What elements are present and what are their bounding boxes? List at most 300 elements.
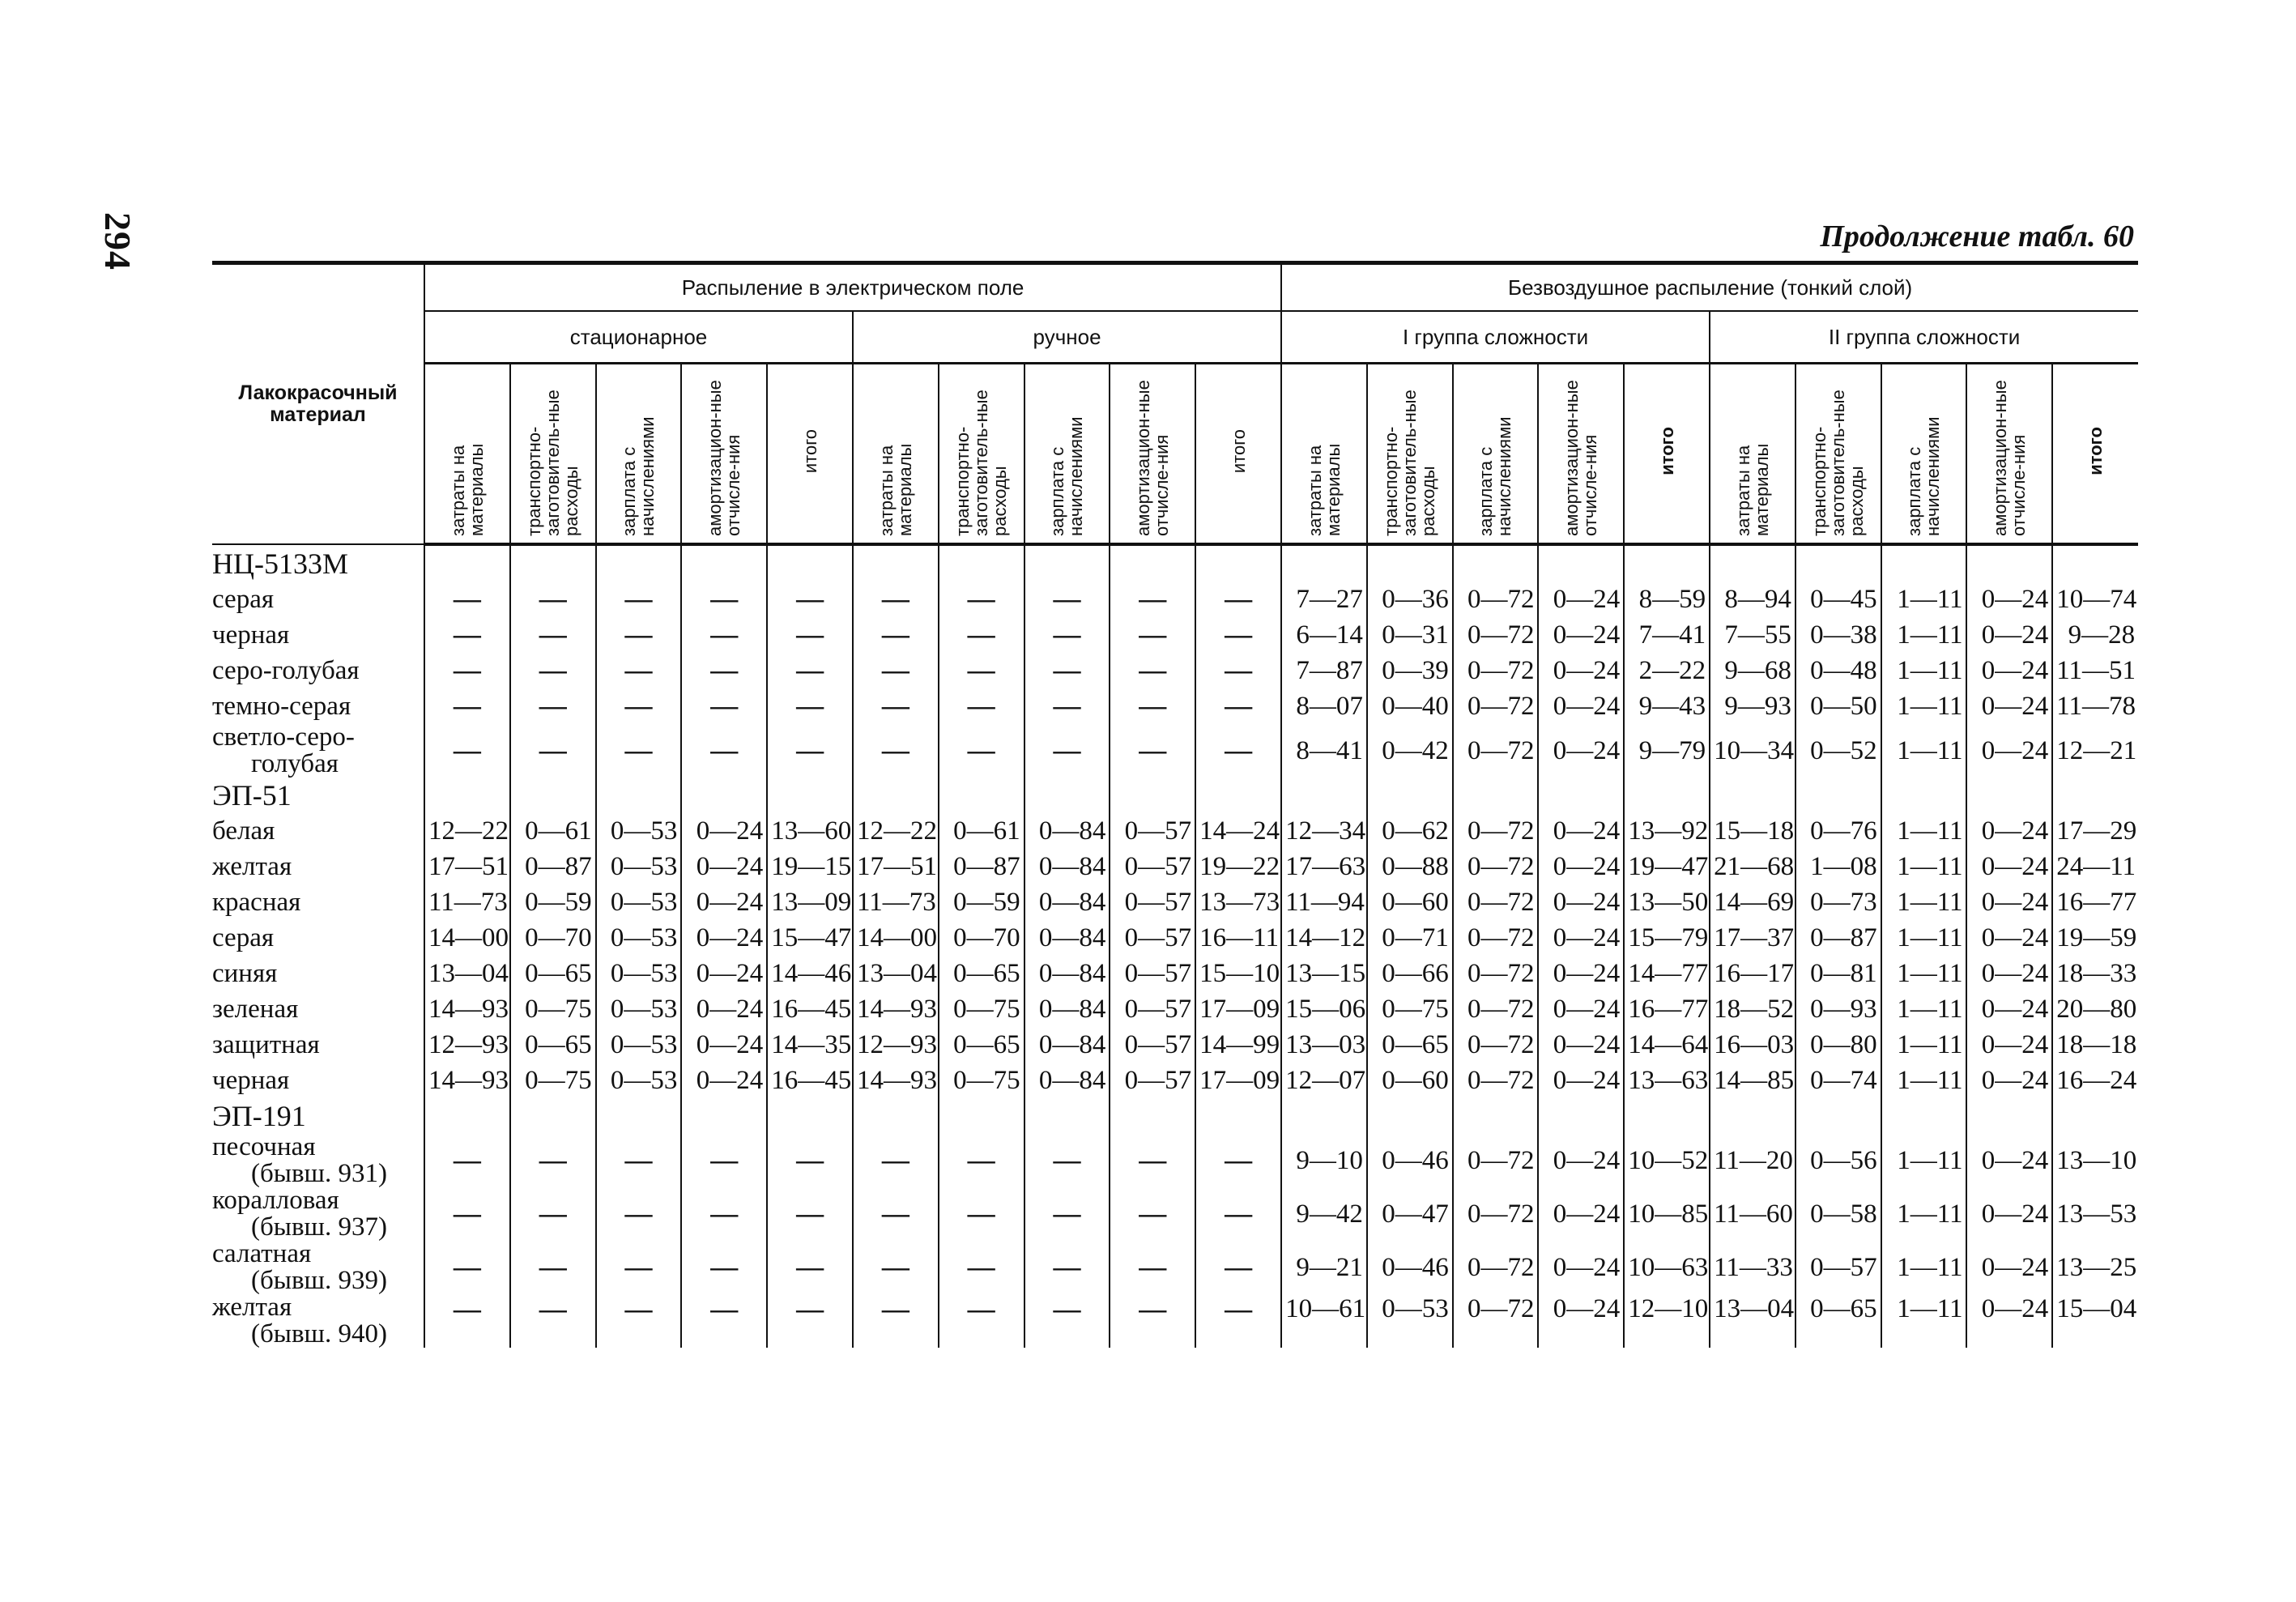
table-cell: 0—59 <box>510 884 596 920</box>
table-cell: — <box>596 1134 682 1187</box>
table-cell <box>424 1098 510 1134</box>
table-cell: — <box>424 1294 510 1348</box>
column-header-label: амортизацион-ные отчисле-ния <box>1561 380 1601 537</box>
table-cell: — <box>767 582 853 617</box>
table-cell: 9—21 <box>1281 1241 1367 1294</box>
table-cell: 0—24 <box>1538 1294 1624 1348</box>
table-cell: — <box>681 1134 767 1187</box>
column-header <box>424 364 510 545</box>
table-cell: — <box>1024 688 1110 724</box>
table-cell: — <box>510 1134 596 1187</box>
table-cell: — <box>1195 582 1281 617</box>
table-cell: 17—51 <box>424 849 510 884</box>
material-name <box>212 884 424 920</box>
table-cell <box>510 544 596 582</box>
table-cell: 0—65 <box>1367 1027 1453 1063</box>
table-cell: 0—73 <box>1795 884 1881 920</box>
table-cell: — <box>1195 1241 1281 1294</box>
material-name <box>212 920 424 956</box>
table-cell: 14—93 <box>853 1063 939 1098</box>
table-cell: 10—85 <box>1624 1187 1710 1241</box>
table-cell: — <box>1024 617 1110 653</box>
table-cell: 2—22 <box>1624 653 1710 688</box>
table-cell: 1—11 <box>1881 991 1967 1027</box>
table-row <box>212 1187 2138 1241</box>
table-cell: 14—12 <box>1281 920 1367 956</box>
table-cell: 0—53 <box>596 1027 682 1063</box>
table-cell <box>681 1098 767 1134</box>
column-header-label: затраты на материалы <box>1304 443 1344 537</box>
table-cell: — <box>853 653 939 688</box>
table-cell: 0—24 <box>1538 1027 1624 1063</box>
column-header-label: итого <box>1656 427 1677 476</box>
table-row <box>212 653 2138 688</box>
material-name-text: желтая <box>212 1293 292 1322</box>
table-cell: 13—63 <box>1624 1063 1710 1098</box>
table-cell <box>1881 544 1967 582</box>
column-header-label: зарплата с начислениями <box>1476 416 1515 537</box>
table-cell: 0—72 <box>1453 653 1539 688</box>
table-cell: 16—03 <box>1710 1027 1795 1063</box>
table-cell: 8—94 <box>1710 582 1795 617</box>
table-cell: — <box>767 617 853 653</box>
table-cell: — <box>1024 582 1110 617</box>
table-cell: 10—52 <box>1624 1134 1710 1187</box>
table-cell: 0—42 <box>1367 724 1453 778</box>
table-cell: 0—62 <box>1367 813 1453 849</box>
table-cell <box>1966 1098 2052 1134</box>
table-cell: 0—80 <box>1795 1027 1881 1063</box>
table-cell: 0—31 <box>1367 617 1453 653</box>
table-cell: 0—24 <box>1538 724 1624 778</box>
table-cell: 11—60 <box>1710 1187 1795 1241</box>
group-row <box>212 544 2138 582</box>
table-cell <box>1624 778 1710 813</box>
table-cell: 16—17 <box>1710 956 1795 991</box>
table-cell: 0—50 <box>1795 688 1881 724</box>
table-cell: 0—72 <box>1453 1134 1539 1187</box>
table-cell: 0—24 <box>1538 582 1624 617</box>
table-cell <box>853 778 939 813</box>
table-cell: 0—24 <box>1966 653 2052 688</box>
table-cell: 13—04 <box>853 956 939 991</box>
table-cell: 7—41 <box>1624 617 1710 653</box>
table-cell: 1—11 <box>1881 724 1967 778</box>
table-cell: 14—85 <box>1710 1063 1795 1098</box>
table-cell <box>767 544 853 582</box>
table-cell: 0—60 <box>1367 884 1453 920</box>
table-cell: — <box>767 653 853 688</box>
column-header-label: затраты на материалы <box>875 443 915 537</box>
table-cell: 0—72 <box>1453 582 1539 617</box>
table-cell <box>853 544 939 582</box>
table-cell: — <box>1024 1187 1110 1241</box>
table-cell <box>596 778 682 813</box>
table-cell: — <box>1110 653 1195 688</box>
table-cell <box>1453 1098 1539 1134</box>
table-cell: 14—93 <box>424 991 510 1027</box>
table-cell: 0—59 <box>939 884 1024 920</box>
table-cell <box>1110 1098 1195 1134</box>
table-cell: 12—22 <box>853 813 939 849</box>
table-cell: 17—51 <box>853 849 939 884</box>
table-cell <box>1453 778 1539 813</box>
table-cell: — <box>767 1294 853 1348</box>
table-cell: — <box>1110 1241 1195 1294</box>
table-cell <box>2052 778 2138 813</box>
table-cell: 16—77 <box>1624 991 1710 1027</box>
table-cell <box>1195 544 1281 582</box>
column-header <box>681 364 767 545</box>
table-cell: — <box>510 688 596 724</box>
table-cell: 12—93 <box>853 1027 939 1063</box>
table-row <box>212 884 2138 920</box>
table-cell: 0—72 <box>1453 849 1539 884</box>
table-cell: 19—47 <box>1624 849 1710 884</box>
material-name-text: серо-голубая <box>212 655 360 685</box>
table-cell: 0—65 <box>1795 1294 1881 1348</box>
material-column-header: Лакокрасочный материал <box>212 263 424 545</box>
table-row <box>212 1063 2138 1098</box>
table-cell <box>1110 778 1195 813</box>
table-cell: — <box>1024 1294 1110 1348</box>
table-cell: 0—24 <box>1966 688 2052 724</box>
table-cell: 0—24 <box>1538 813 1624 849</box>
table-cell: 13—53 <box>2052 1187 2138 1241</box>
table-cell: 0—84 <box>1024 1063 1110 1098</box>
table-cell: — <box>681 582 767 617</box>
column-header <box>1281 364 1367 545</box>
table-body <box>212 544 2138 1348</box>
table-cell: 13—50 <box>1624 884 1710 920</box>
table-cell: 13—73 <box>1195 884 1281 920</box>
table-cell: 0—48 <box>1795 653 1881 688</box>
table-cell <box>681 544 767 582</box>
table-cell <box>1195 1098 1281 1134</box>
table-cell: 0—72 <box>1453 920 1539 956</box>
table-cell: — <box>939 617 1024 653</box>
table-cell: 0—56 <box>1795 1134 1881 1187</box>
group-row <box>212 778 2138 813</box>
table-cell: 13—92 <box>1624 813 1710 849</box>
table-cell: — <box>681 1241 767 1294</box>
table-cell: 0—24 <box>681 849 767 884</box>
table-cell: — <box>510 1294 596 1348</box>
table-cell: 0—24 <box>1966 1027 2052 1063</box>
table-cell <box>424 778 510 813</box>
column-header-label: амортизацион-ные отчисле-ния <box>705 380 744 537</box>
table-cell: 9—79 <box>1624 724 1710 778</box>
table-cell: 13—15 <box>1281 956 1367 991</box>
column-header <box>939 364 1024 545</box>
table-cell: 15—10 <box>1195 956 1281 991</box>
table-cell: 0—72 <box>1453 991 1539 1027</box>
table-cell <box>767 778 853 813</box>
table-cell: 19—59 <box>2052 920 2138 956</box>
table-cell: 0—72 <box>1453 1294 1539 1348</box>
table-cell: — <box>767 724 853 778</box>
table-cell: 0—53 <box>596 1063 682 1098</box>
table-row <box>212 849 2138 884</box>
table-cell <box>939 1098 1024 1134</box>
material-group-name <box>212 544 424 582</box>
table-cell: 13—04 <box>1710 1294 1795 1348</box>
table-cell: — <box>853 1241 939 1294</box>
table-cell: — <box>1110 1134 1195 1187</box>
table-cell: 0—75 <box>510 991 596 1027</box>
table-cell: — <box>681 653 767 688</box>
table-cell: 0—39 <box>1367 653 1453 688</box>
table-cell: 14—69 <box>1710 884 1795 920</box>
table-cell: 0—36 <box>1367 582 1453 617</box>
table-cell: 11—33 <box>1710 1241 1795 1294</box>
table-cell: — <box>1195 653 1281 688</box>
column-header-label: транспортно-заготовитель-ные расходы <box>952 390 1011 537</box>
column-header-label: зарплата с начислениями <box>1904 416 1944 537</box>
table-cell: 15—04 <box>2052 1294 2138 1348</box>
table-cell: 21—68 <box>1710 849 1795 884</box>
table-cell: — <box>1110 688 1195 724</box>
table-cell: — <box>510 617 596 653</box>
table-cell: 0—70 <box>510 920 596 956</box>
table-cell: 18—52 <box>1710 991 1795 1027</box>
table-cell: 0—24 <box>681 991 767 1027</box>
material-name <box>212 849 424 884</box>
material-name-text: черная <box>212 1065 290 1095</box>
table-cell <box>510 778 596 813</box>
table-cell <box>1024 1098 1110 1134</box>
table-cell: 0—46 <box>1367 1241 1453 1294</box>
table-cell: 7—27 <box>1281 582 1367 617</box>
table-cell: 1—11 <box>1881 1241 1967 1294</box>
column-header-label: итого <box>2085 427 2106 476</box>
table-cell: — <box>510 1187 596 1241</box>
table-cell: 18—33 <box>2052 956 2138 991</box>
table-cell: 0—47 <box>1367 1187 1453 1241</box>
table-cell: — <box>510 724 596 778</box>
table-cell: — <box>767 1241 853 1294</box>
material-group-name <box>212 1098 424 1134</box>
table-cell: 0—24 <box>1966 920 2052 956</box>
column-header <box>1881 364 1967 545</box>
table-cell <box>1966 778 2052 813</box>
table-cell <box>1110 544 1195 582</box>
table-cell: 0—72 <box>1453 813 1539 849</box>
table-cell: 0—24 <box>1538 920 1624 956</box>
table-cell: 1—11 <box>1881 920 1967 956</box>
table-cell: 0—57 <box>1110 884 1195 920</box>
material-name-text: серая <box>212 584 275 614</box>
column-header <box>767 364 853 545</box>
column-header <box>1024 364 1110 545</box>
table-cell: 0—81 <box>1795 956 1881 991</box>
table-cell: 0—71 <box>1367 920 1453 956</box>
complexity-group-2-header: II группа сложности <box>1710 311 2138 364</box>
table-cell: 0—24 <box>681 956 767 991</box>
column-header <box>1367 364 1453 545</box>
cost-table <box>212 261 2138 1348</box>
table-cell: 17—09 <box>1195 991 1281 1027</box>
table-cell: — <box>596 1294 682 1348</box>
table-cell: 0—40 <box>1367 688 1453 724</box>
material-name-text: зеленая <box>212 994 299 1024</box>
table-cell: — <box>681 688 767 724</box>
table-cell: 1—11 <box>1881 813 1967 849</box>
table-cell: 0—84 <box>1024 920 1110 956</box>
table-cell: 12—22 <box>424 813 510 849</box>
table-cell: 0—60 <box>1367 1063 1453 1098</box>
table-cell: — <box>424 1241 510 1294</box>
table-cell: 0—74 <box>1795 1063 1881 1098</box>
table-cell: 0—24 <box>681 1027 767 1063</box>
table-cell: 0—76 <box>1795 813 1881 849</box>
table-cell: 14—00 <box>424 920 510 956</box>
table-cell: 24—11 <box>2052 849 2138 884</box>
table-cell: 0—72 <box>1453 956 1539 991</box>
table-cell <box>1367 778 1453 813</box>
table-cell: 0—24 <box>1538 688 1624 724</box>
table-cell: — <box>596 688 682 724</box>
table-cell <box>1795 778 1881 813</box>
table-cell: — <box>1024 1134 1110 1187</box>
table-cell: 1—11 <box>1881 1294 1967 1348</box>
table-cell: — <box>681 1294 767 1348</box>
table-row <box>212 1027 2138 1063</box>
table-cell: 0—24 <box>1538 884 1624 920</box>
table-cell: 0—57 <box>1110 920 1195 956</box>
table-cell: 0—65 <box>510 1027 596 1063</box>
column-header-label: транспортно-заготовитель-ные расходы <box>524 390 582 537</box>
table-cell: 0—24 <box>1966 1187 2052 1241</box>
material-name <box>212 1241 424 1294</box>
table-cell: — <box>767 1187 853 1241</box>
table-cell: — <box>939 1134 1024 1187</box>
table-cell: — <box>939 724 1024 778</box>
table-cell: 0—87 <box>510 849 596 884</box>
table-cell: 0—58 <box>1795 1187 1881 1241</box>
table-cell: 0—72 <box>1453 724 1539 778</box>
table-cell: 9—43 <box>1624 688 1710 724</box>
table-cell: 1—11 <box>1881 1134 1967 1187</box>
table-cell: 14—00 <box>853 920 939 956</box>
table-cell: 1—11 <box>1881 849 1967 884</box>
column-header-label: транспортно-заготовитель-ные расходы <box>1381 390 1439 537</box>
table-cell: — <box>510 1241 596 1294</box>
table-cell: 0—24 <box>1966 582 2052 617</box>
table-cell: — <box>1110 1294 1195 1348</box>
table-cell: 0—24 <box>1966 1294 2052 1348</box>
table-cell: 18—18 <box>2052 1027 2138 1063</box>
material-name-text: защитная <box>212 1029 320 1059</box>
table-cell: 11—78 <box>2052 688 2138 724</box>
table-cell: 9—68 <box>1710 653 1795 688</box>
table-cell: 9—42 <box>1281 1187 1367 1241</box>
table-cell: 0—24 <box>1538 1134 1624 1187</box>
table-cell: 0—53 <box>596 956 682 991</box>
table-cell: 0—53 <box>596 849 682 884</box>
table-cell: 10—74 <box>2052 582 2138 617</box>
table-cell: 14—99 <box>1195 1027 1281 1063</box>
table-cell: 8—07 <box>1281 688 1367 724</box>
table-cell <box>596 544 682 582</box>
table-cell: 0—24 <box>1966 813 2052 849</box>
table-cell: 17—63 <box>1281 849 1367 884</box>
table-cell: — <box>1024 653 1110 688</box>
material-name-text: белая <box>212 816 275 846</box>
column-header-label: затраты на материалы <box>1732 443 1772 537</box>
table-cell: — <box>767 688 853 724</box>
table-cell: 0—57 <box>1110 849 1195 884</box>
table-cell: 12—34 <box>1281 813 1367 849</box>
material-name <box>212 1027 424 1063</box>
table-cell: 0—72 <box>1453 1063 1539 1098</box>
table-cell: — <box>596 617 682 653</box>
table-cell: 11—94 <box>1281 884 1367 920</box>
table-cell: 0—24 <box>1538 1241 1624 1294</box>
material-name <box>212 724 424 778</box>
material-name-continuation: (бывш. 940) <box>251 1319 387 1348</box>
table-cell: — <box>1110 1187 1195 1241</box>
column-header <box>853 364 939 545</box>
table-cell: — <box>1195 1187 1281 1241</box>
table-cell: 14—46 <box>767 956 853 991</box>
table-cell: 0—53 <box>596 991 682 1027</box>
table-row <box>212 617 2138 653</box>
table-cell: — <box>596 724 682 778</box>
table-cell: 0—24 <box>1538 1187 1624 1241</box>
table-cell: 13—03 <box>1281 1027 1367 1063</box>
table-row <box>212 991 2138 1027</box>
column-header <box>2052 364 2138 545</box>
table-cell: 8—41 <box>1281 724 1367 778</box>
table-cell: — <box>1195 688 1281 724</box>
material-name <box>212 617 424 653</box>
table-cell: — <box>939 1187 1024 1241</box>
table-cell: — <box>939 653 1024 688</box>
table-cell <box>1453 544 1539 582</box>
table-cell: 19—22 <box>1195 849 1281 884</box>
table-cell <box>1538 1098 1624 1134</box>
table-cell <box>1024 544 1110 582</box>
table-cell: 10—34 <box>1710 724 1795 778</box>
table-cell: 16—77 <box>2052 884 2138 920</box>
table-row <box>212 920 2138 956</box>
column-header <box>510 364 596 545</box>
table-continuation-label: Продолжение табл. 60 <box>1820 219 2134 254</box>
table-cell: 0—24 <box>1966 1134 2052 1187</box>
table-cell: 0—61 <box>939 813 1024 849</box>
table-cell: — <box>1110 582 1195 617</box>
table-cell: 20—80 <box>2052 991 2138 1027</box>
material-name-text: НЦ-5133М <box>212 547 348 580</box>
table-cell: — <box>596 1187 682 1241</box>
table-cell: — <box>1110 617 1195 653</box>
material-name-text: коралловая <box>212 1186 339 1215</box>
table-cell: 1—11 <box>1881 653 1967 688</box>
table-cell: 0—53 <box>596 920 682 956</box>
material-name-text: ЭП-51 <box>212 779 292 812</box>
material-name <box>212 1063 424 1098</box>
table-cell: — <box>1110 724 1195 778</box>
material-name <box>212 1294 424 1348</box>
table-cell: 14—77 <box>1624 956 1710 991</box>
table-cell: 1—11 <box>1881 956 1967 991</box>
table-cell: 0—24 <box>1538 653 1624 688</box>
table-cell <box>1624 544 1710 582</box>
table-cell: 1—11 <box>1881 688 1967 724</box>
table-cell: 0—84 <box>1024 1027 1110 1063</box>
table-cell: 16—24 <box>2052 1063 2138 1098</box>
